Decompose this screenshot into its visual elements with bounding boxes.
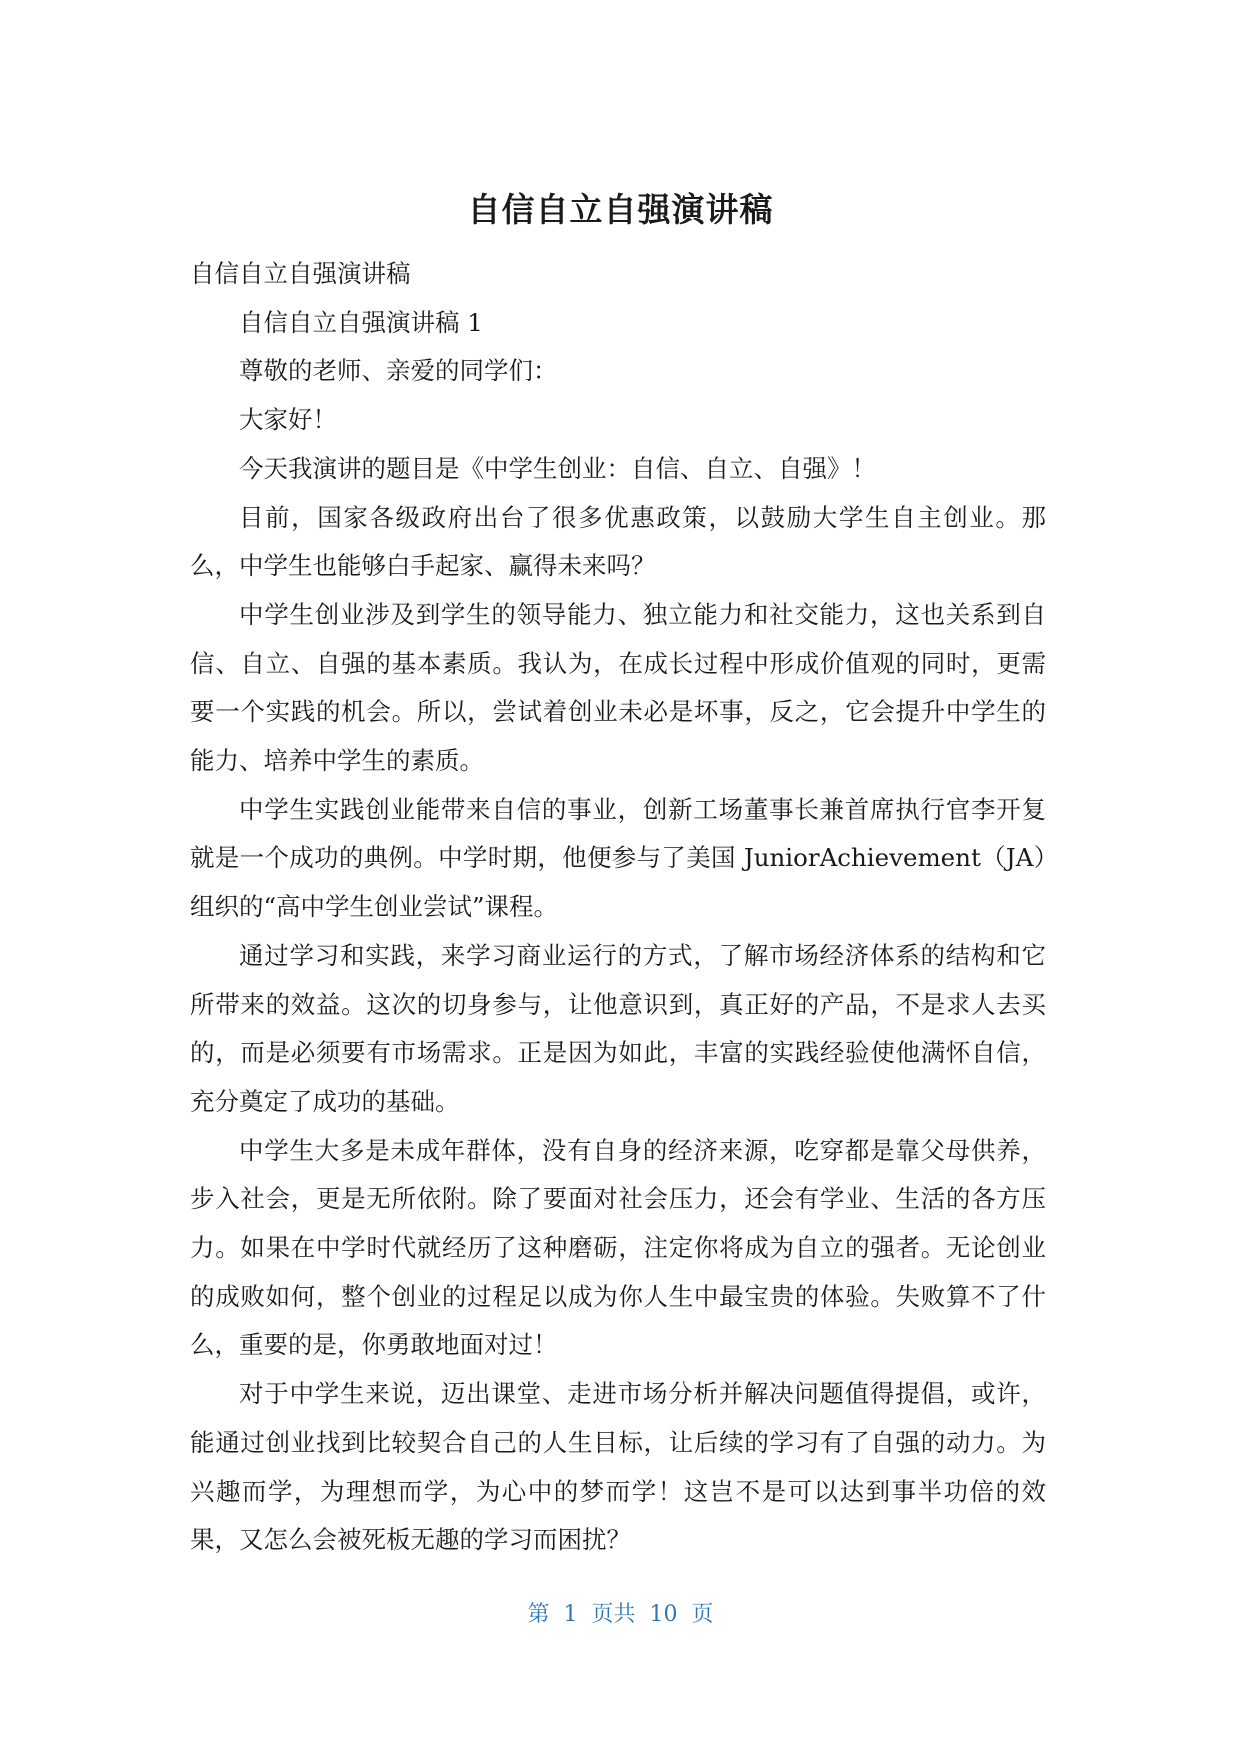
document-body (190, 250, 1046, 1565)
paragraph-greeting: 大家好！ (239, 405, 337, 435)
paragraph: 中学生实践创业能带来自信的事业，创新工场董事长兼首席执行官李开复就是一个成功的典例。中学时期，他便参与了美国 JuniorAchievement（JA）组织的“高中学生创业尝试”课程。 (190, 794, 1046, 922)
page-number-footer: 第 1 页共 10 页 (527, 1602, 714, 1627)
paragraph-subtitle: 自信自立自强演讲稿 (190, 259, 411, 288)
paragraph: 中学生创业涉及到学生的领导能力、独立能力和社交能力，这也关系到自信、自立、自强的基本素质。我认为，在成长过程中形成价值观的同时，更需要一个实践的机会。所以，尝试着创业未必是坏事，反之，它会提升中学生的能力、培养中学生的素质。 (190, 599, 1046, 776)
paragraph-heading: 自信自立自强演讲稿 1 (239, 307, 483, 337)
document-title: 自信自立自强演讲稿 (467, 190, 774, 229)
paragraph: 目前，国家各级政府出台了很多优惠政策，以鼓励大学生自主创业。那么，中学生也能够白手起家、赢得未来吗？ (190, 502, 1046, 581)
paragraph: 中学生大多是未成年群体，没有自身的经济来源，吃穿都是靠父母供养，步入社会，更是无所依附。除了要面对社会压力，还会有学业、生活的各方压力。如果在中学时代就经历了这种磨砺，注定你将成为自立的强者。无论创业的成败如何，整个创业的过程足以成为你人生中最宝贵的体验。失败算不了什么，重要的是，你勇敢地面对过！ (190, 1135, 1046, 1360)
paragraph: 通过学习和实践，来学习商业运行的方式，了解市场经济体系的结构和它所带来的效益。这次的切身参与，让他意识到，真正好的产品，不是求人去买的，而是必须要有市场需求。正是因为如此，丰富的实践经验使他满怀自信，充分奠定了成功的基础。 (190, 940, 1046, 1116)
paragraph-salutation: 尊敬的老师、亲爱的同学们： (239, 356, 558, 386)
paragraph-topic: 今天我演讲的题目是《中学生创业：自信、自立、自强》！ (239, 453, 876, 483)
paragraph: 对于中学生来说，迈出课堂、走进市场分析并解决问题值得提倡，或许，能通过创业找到比较契合自己的人生目标，让后续的学习有了自强的动力。为兴趣而学，为理想而学，为心中的梦而学！这岂不是可以达到事半功倍的效果，又怎么会被死板无趣的学习而困扰？ (190, 1379, 1046, 1555)
